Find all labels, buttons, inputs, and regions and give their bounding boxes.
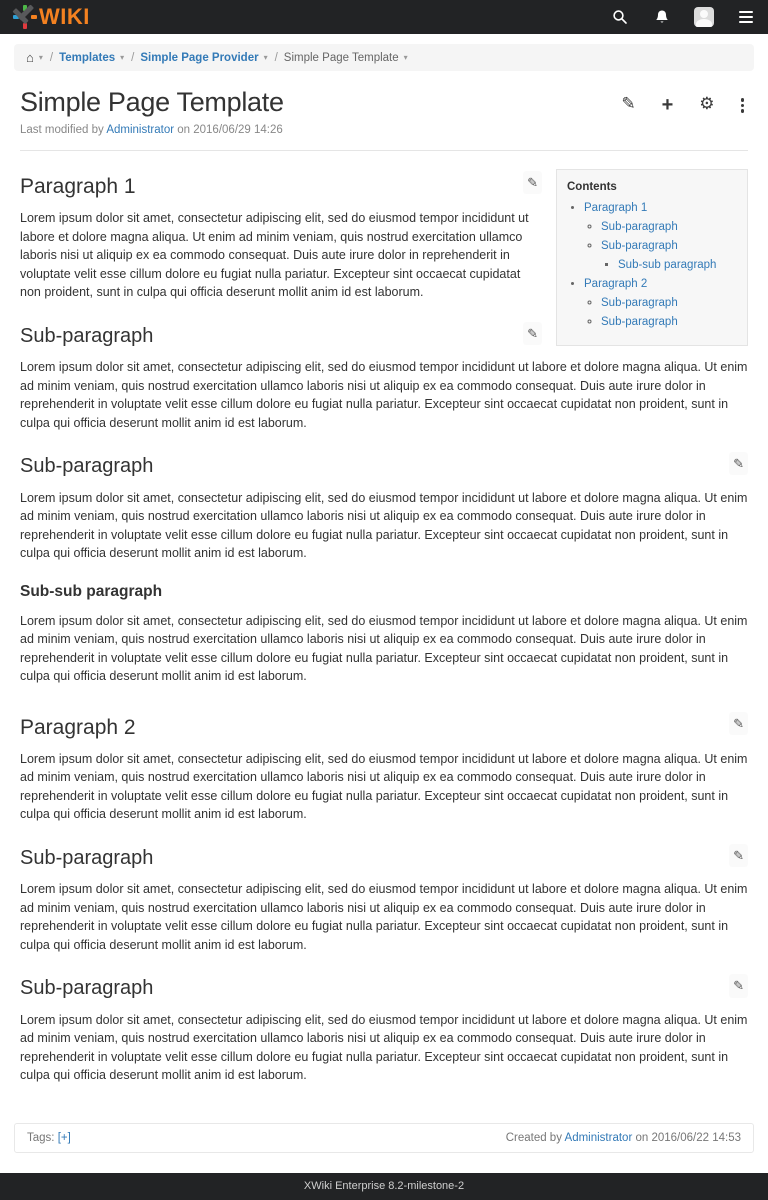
toc-link[interactable]: Sub-paragraph [601, 316, 678, 329]
user-avatar[interactable] [694, 7, 714, 27]
contents-panel [556, 169, 748, 346]
last-modified-line: Last modified by Administrator on 2016/06/29 14:26 [20, 124, 283, 136]
section-edit-pencil-icon[interactable]: ✎ [733, 456, 744, 472]
toc-item [601, 238, 737, 274]
content-section [20, 974, 748, 1085]
created-by-line: Created by Administrator on 2016/06/22 14:53 [505, 1131, 741, 1144]
search-icon[interactable] [610, 7, 630, 27]
toc-item [584, 276, 737, 331]
toc-item [618, 257, 737, 274]
section-paragraph: Lorem ipsum dolor sit amet, consectetur adipiscing elit, sed do eiusmod tempor incididunt ut labore et dolore magna aliqua. Ut enim ad minim veniam, quis nostrud exercitation ullamco laboris nisi ut aliquip ex ea commodo consequat. Duis aute irure dolor in reprehenderit in voluptate velit esse cillum dolore eu fugiat nulla pariatur. Excepteur sint occaecat cupidatat non proident, sunt in culpa qui officia deserunt mollit anim id est laborum. [20, 360, 748, 430]
avatar-image [694, 7, 714, 27]
settings-gear-icon[interactable]: ⚙ [699, 94, 715, 113]
chevron-down-icon[interactable]: ▾ [120, 53, 125, 62]
xwiki-logo[interactable] [12, 4, 90, 30]
section-heading-text: Sub-sub paragraph [20, 582, 163, 600]
toc-item [601, 314, 737, 331]
section-edit-pencil-icon[interactable]: ✎ [527, 175, 538, 190]
create-plus-icon[interactable]: + [661, 94, 674, 116]
breadcrumb-item-simple-page-provider[interactable]: Simple Page Provider [140, 51, 259, 64]
chevron-down-icon[interactable]: ▾ [38, 53, 43, 62]
home-icon[interactable]: ⌂ [26, 50, 34, 65]
section-heading-text: Paragraph 2 [20, 715, 136, 739]
section-edit-pencil-icon[interactable]: ✎ [733, 978, 744, 994]
edit-pencil-icon[interactable]: ✎ [621, 94, 636, 113]
xwiki-logo-text: WIKI [39, 4, 90, 29]
xwiki-logo-x-icon [12, 4, 38, 30]
section-heading [20, 581, 748, 604]
section-heading-text: Sub-paragraph [20, 846, 154, 869]
content-section [20, 581, 748, 686]
chevron-down-icon[interactable]: ▾ [403, 53, 408, 62]
toc-link[interactable]: Sub-paragraph [601, 240, 678, 253]
breadcrumb: ⌂ ▾ / Templates ▾ / Simple Page Provider ▾ / Simple Page Template ▾ [14, 44, 754, 71]
document-content [0, 151, 768, 1089]
section-heading [20, 452, 748, 482]
section-paragraph: Lorem ipsum dolor sit amet, consectetur adipiscing elit, sed do eiusmod tempor incididunt ut labore et dolore magna aliqua. Ut enim ad minim veniam, quis nostrud exercitation ullamco laboris nisi ut aliquip ex ea commodo consequat. Duis aute irure dolor in reprehenderit in voluptate velit esse cillum dolore eu fugiat nulla pariatur. Excepteur sint occaecat cupidatat non proident, sunt in culpa qui officia deserunt mollit anim id est laborum. [20, 1012, 748, 1083]
menu-icon[interactable] [736, 7, 756, 27]
created-by-user-link[interactable]: Administrator [564, 1131, 633, 1144]
section-paragraph: Lorem ipsum dolor sit amet, consectetur adipiscing elit, sed do eiusmod tempor incididunt ut labore et dolore magna aliqua. Ut enim ad minim veniam, quis nostrud exercitation ullamco laboris nisi ut aliquip ex ea commodo consequat. Duis aute irure dolor in reprehenderit in voluptate velit esse cillum dolore eu fugiat nulla pariatur. Excepteur sint occaecat cupidatat non proident, sunt in culpa qui officia deserunt mollit anim id est laborum. [20, 490, 748, 561]
section-heading [20, 974, 748, 1004]
modified-by-user-link[interactable]: Administrator [106, 124, 175, 136]
section-heading-text: Sub-paragraph [20, 977, 154, 1000]
toc-item [601, 295, 737, 312]
section-paragraph: Lorem ipsum dolor sit amet, consectetur adipiscing elit, sed do eiusmod tempor incididunt ut labore et dolore magna aliqua. Ut enim ad minim veniam, quis nostrud exercitation ullamco laboris nisi ut aliquip ex ea commodo consequat. Duis aute irure dolor in reprehenderit in voluptate velit esse cillum dolore eu fugiat nulla pariatur. Excepteur sint occaecat cupidatat non proident, sunt in culpa qui officia deserunt mollit anim id est laborum. [20, 882, 748, 952]
toc-link[interactable]: Paragraph 2 [584, 278, 648, 291]
toc-item [601, 219, 737, 236]
add-tag-link[interactable]: [+] [57, 1131, 71, 1144]
chevron-down-icon[interactable]: ▾ [263, 53, 268, 62]
section-heading [20, 844, 748, 874]
section-paragraph: Lorem ipsum dolor sit amet, consectetur adipiscing elit, sed do eiusmod tempor incididunt ut labore et dolore magna aliqua. Ut enim ad minim veniam, quis nostrud exercitation ullamco laboris nisi ut aliquip ex ea commodo consequat. Duis aute irure dolor in reprehenderit in voluptate velit esse cillum dolore eu fugiat nulla pariatur. Excepteur sint occaecat cupidatat non proident, sunt in culpa qui officia deserunt mollit anim id est laborum. [20, 613, 748, 684]
tags-area [27, 1132, 71, 1144]
section-heading-text: Sub-paragraph [20, 455, 154, 478]
content-section [20, 452, 748, 563]
bell-icon[interactable] [652, 7, 672, 27]
section-edit-pencil-icon[interactable]: ✎ [527, 325, 538, 341]
version-footer [0, 1173, 768, 1200]
section-paragraph: Lorem ipsum dolor sit amet, consectetur adipiscing elit, sed do eiusmod tempor incididunt ut labore et dolore magna aliqua. Ut enim ad minim veniam, quis nostrud exercitation ullamco laboris nisi ut aliquip ex ea commodo consequat. Duis aute irure dolor in reprehenderit in voluptate velit esse cillum dolore eu fugiat nulla pariatur. Excepteur sint occaecat cupidatat non proident, sunt in culpa qui officia deserunt mollit anim id est laborum. [20, 211, 529, 300]
more-actions-kebab-icon[interactable] [741, 95, 745, 115]
contents-title: Contents [567, 181, 617, 193]
section-heading [20, 712, 748, 743]
section-paragraph: Lorem ipsum dolor sit amet, consectetur adipiscing elit, sed do eiusmod tempor incididunt ut labore et dolore magna aliqua. Ut enim ad minim veniam, quis nostrud exercitation ullamco laboris nisi ut aliquip ex ea commodo consequat. Duis aute irure dolor in reprehenderit in voluptate velit esse cillum dolore eu fugiat nulla pariatur. Excepteur sint occaecat cupidatat non proident, sunt in culpa qui officia deserunt mollit anim id est laborum. [20, 751, 748, 822]
content-section [20, 712, 748, 824]
toc-link[interactable]: Sub-paragraph [601, 221, 678, 234]
doc-info-bar [14, 1123, 754, 1153]
version-text: XWiki Enterprise 8.2-milestone-2 [303, 1179, 465, 1192]
section-heading-text: Paragraph 1 [20, 175, 136, 198]
top-navbar [0, 0, 768, 34]
section-edit-pencil-icon[interactable]: ✎ [733, 847, 744, 863]
tags-label: Tags: [27, 1131, 55, 1144]
toc-link[interactable]: Sub-paragraph [601, 297, 678, 310]
toc-link[interactable]: Paragraph 1 [584, 202, 648, 215]
breadcrumb-item-templates[interactable]: Templates [59, 51, 116, 64]
page-title: Simple Page Template [20, 87, 284, 117]
toc-link[interactable]: Sub-sub paragraph [618, 259, 717, 272]
section-edit-pencil-icon[interactable]: ✎ [733, 715, 744, 731]
section-heading-text: Sub-paragraph [20, 324, 154, 347]
breadcrumb-item-current: Simple Page Template [283, 51, 399, 64]
doc-actions [621, 87, 748, 115]
toc-item [584, 200, 737, 274]
content-section [20, 844, 748, 955]
